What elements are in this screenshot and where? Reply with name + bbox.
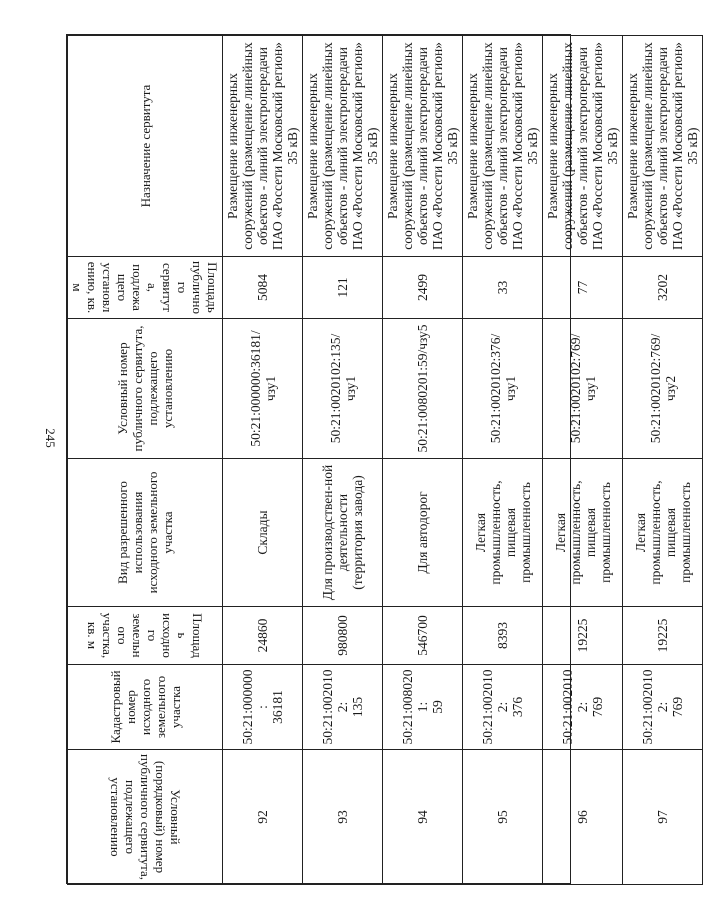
table-row — [463, 36, 543, 885]
table-row — [543, 36, 623, 885]
servitude-number-cell: 50:21:000000:36181/чзу1 — [223, 319, 303, 459]
header-cell: Кадастровый номер исходного земельного участка — [68, 665, 223, 750]
cadastral-number-cell: 50:21:0080201: 59 — [383, 665, 463, 750]
servitude-purpose-cell: Размещение инженерных сооружений (размещение линейных объектов - линий электропередачи ПАО «Россети Московский регион» 35 кВ) — [543, 36, 623, 257]
source-area-cell: 24860 — [223, 607, 303, 665]
header-cell: Вид разрешенного использования исходного земельного участка — [68, 459, 223, 607]
servitude-purpose-cell: Размещение инженерных сооружений (размещение линейных объектов - линий электропередачи ПАО «Россети Московский регион» 35 кВ) — [303, 36, 383, 257]
row-number-cell: 92 — [223, 750, 303, 885]
servitude-number-cell: 50:21:0020102:769/чзу1 — [543, 319, 623, 459]
permitted-use-cell: Для автодорог — [383, 459, 463, 607]
servitude-area-cell: 5084 — [223, 257, 303, 319]
servitude-purpose-cell: Размещение инженерных сооружений (размещение линейных объектов - линий электропередачи ПАО «Россети Московский регион» 35 кВ) — [223, 36, 303, 257]
servitude-area-cell: 33 — [463, 257, 543, 319]
cadastral-number-cell: 50:21:0020102: 769 — [623, 665, 703, 750]
servitude-number-cell: 50:21:0020102:769/чзу2 — [623, 319, 703, 459]
source-area-cell: 980800 — [303, 607, 383, 665]
table-row — [303, 36, 383, 885]
source-area-cell: 8393 — [463, 607, 543, 665]
table-row — [223, 36, 303, 885]
header-cell — [68, 607, 223, 665]
header-cell — [68, 257, 223, 319]
servitude-purpose-cell: Размещение инженерных сооружений (размещение линейных объектов - линий электропередачи ПАО «Россети Московский регион» 35 кВ) — [463, 36, 543, 257]
permitted-use-cell: Легкая промышленность, пищевая промышленность — [463, 459, 543, 607]
permitted-use-cell: Для производствен-ной деятельности (территория завода) — [303, 459, 383, 607]
servitude-purpose-cell: Размещение инженерных сооружений (размещение линейных объектов - линий электропередачи ПАО «Россети Московский регион» 35 кВ) — [383, 36, 463, 257]
header-cell — [68, 750, 223, 885]
rotated-table-container — [67, 35, 700, 885]
header-source-area: Площадь исходного земельного участка, кв. м — [85, 612, 205, 659]
table-row — [383, 36, 463, 885]
servitude-area-cell: 77 — [543, 257, 623, 319]
row-number-cell: 97 — [623, 750, 703, 885]
cadastral-number-cell: 50:21:0020102: 135 — [303, 665, 383, 750]
header-number: Условный (порядковый) номер публичного сервитута, подлежащего установлению — [107, 754, 183, 880]
permitted-use-cell: Склады — [223, 459, 303, 607]
source-area-cell: 19225 — [623, 607, 703, 665]
row-number-cell: 94 — [383, 750, 463, 885]
servitude-area-cell: 2499 — [383, 257, 463, 319]
servitude-table — [67, 35, 703, 885]
row-number-cell: 95 — [463, 750, 543, 885]
servitude-number-cell: 50:21:0020102:135/чзу1 — [303, 319, 383, 459]
source-area-cell: 19225 — [543, 607, 623, 665]
servitude-purpose-cell: Размещение инженерных сооружений (размещение линейных объектов - линий электропередачи ПАО «Россети Московский регион» 35 кВ) — [623, 36, 703, 257]
row-number-cell: 96 — [543, 750, 623, 885]
permitted-use-cell: Легкая промышленность, пищевая промышленность — [623, 459, 703, 607]
servitude-area-cell: 121 — [303, 257, 383, 319]
permitted-use-cell: Легкая промышленность, пищевая промышленность — [543, 459, 623, 607]
table-row — [623, 36, 703, 885]
table-header-row — [68, 36, 223, 885]
page-number: 245 — [42, 428, 58, 448]
servitude-number-cell: 50:21:0020102:376/чзу1 — [463, 319, 543, 459]
cadastral-number-cell: 50:21:000000: 36181 — [223, 665, 303, 750]
cadastral-number-cell: 50:21:0020102: 376 — [463, 665, 543, 750]
header-cell: Условный номер публичного сервитута, подлежащего установлению — [68, 319, 223, 459]
servitude-area-cell: 3202 — [623, 257, 703, 319]
header-servitude-area: Площадь публичного сервитута, подлежащего установлению, кв. м — [70, 261, 220, 315]
header-cell: Назначение сервитута — [68, 36, 223, 257]
source-area-cell: 546700 — [383, 607, 463, 665]
servitude-table-sheet — [66, 34, 700, 884]
cadastral-number-cell: 50:21:0020102: 769 — [543, 665, 623, 750]
row-number-cell: 93 — [303, 750, 383, 885]
servitude-number-cell: 50:21:0080201:59/чзу5 — [383, 319, 463, 459]
